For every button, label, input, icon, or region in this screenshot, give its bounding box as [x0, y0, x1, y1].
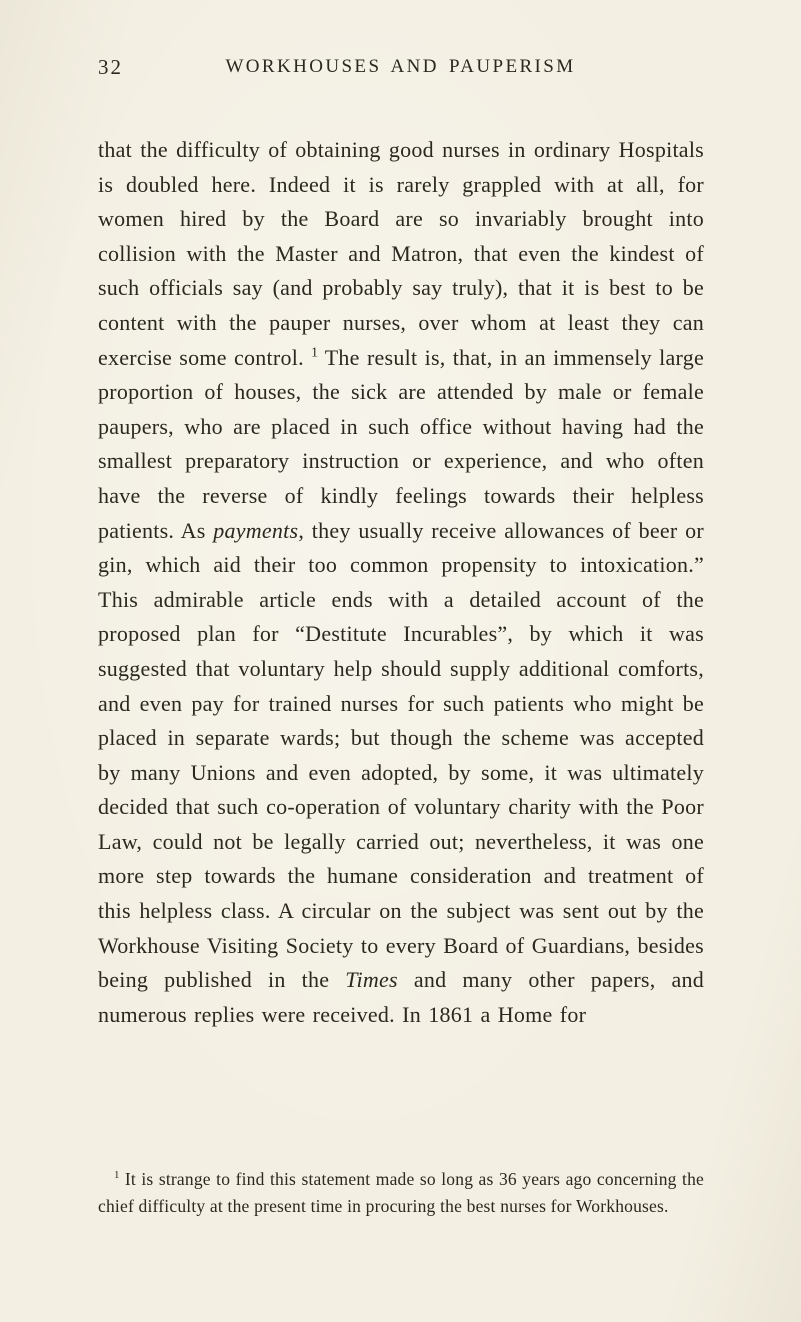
footnote: $^1$ It is strange to find this statement made so long as 36 years ago concerning the chief difficulty at the present time in procuring the best nurses for Workhouses.	[98, 1168, 704, 1216]
page-number: 32	[98, 55, 123, 79]
page-header	[98, 54, 703, 82]
running-header: WORKHOUSES AND PAUPERISM	[225, 56, 576, 77]
body-text: that the difficulty of obtaining good nurses in ordinary Hospitals is doubled here. Indeed it is rarely grappled with at all, for women hired by the Board are so invariably brought into collision with the Master and Matron, that even the kindest of such officials say (and probably say truly), that it is best to be content with the pauper nurses, over whom at least they can exercise some control. $^1$ The result is, that, in an immensely large proportion of houses, the sick are attended by male or female paupers, who are placed in such office without having had the smallest preparatory instruction or experience, and who often have the reverse of kindly feelings towards their helpless patients. As payments, they usually receive allowances of beer or gin, which aid their too common propensity to intoxication.” This admirable article ends with a detailed account of the proposed plan for “Destitute Incurables”, by which it was suggested that voluntary help should supply additional comforts, and even pay for trained nurses for such patients who might be placed in separate wards; but though the scheme was accepted by many Unions and even adopted, by some, it was ultimately decided that such co-operation of voluntary charity with the Poor Law, could not be legally carried out; nevertheless, it was one more step towards the humane consideration and treatment of this helpless class. A circular on the subject was sent out by the Workhouse Visiting Society to every Board of Guardians, besides being published in the Times and many other papers, and numerous replies were received. In 1861 a Home for	[98, 137, 705, 1027]
